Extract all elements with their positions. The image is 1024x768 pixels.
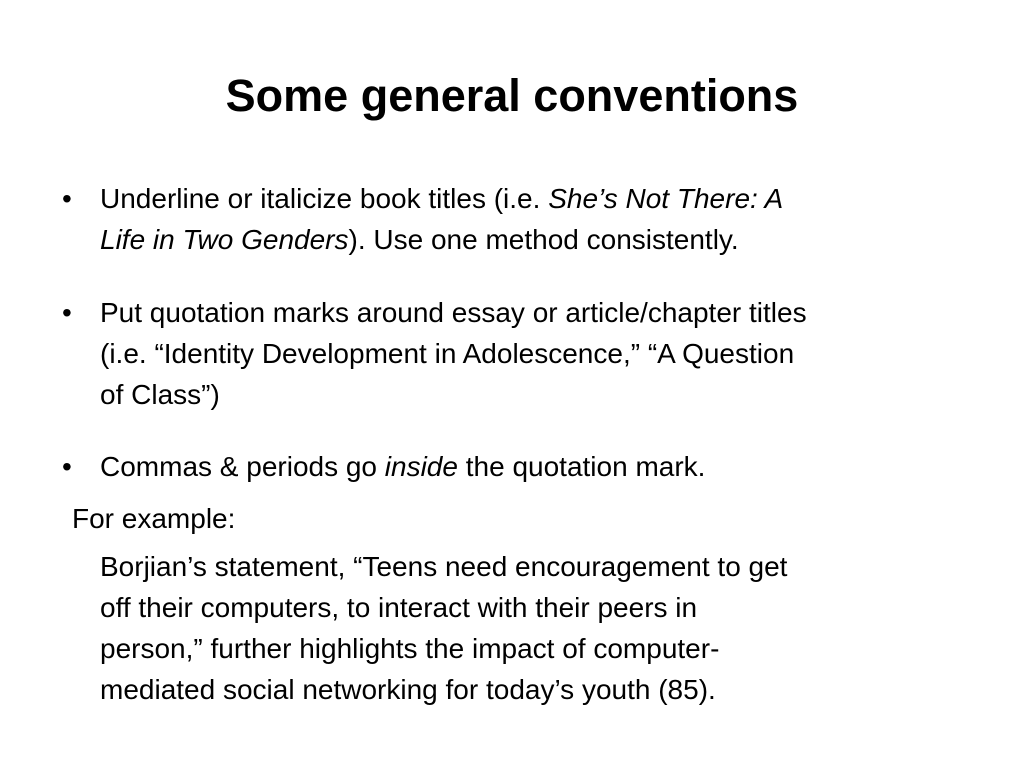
- bullet-line: [100, 446, 980, 487]
- bullet-line: (i.e. “Identity Development in Adolescence,” “A Question: [100, 338, 795, 369]
- example-line: mediated social networking for today’s youth (85).: [100, 674, 716, 705]
- bullet-text: Commas & periods go: [100, 451, 385, 482]
- bullet-line: [100, 178, 980, 219]
- example-label: For example:: [72, 503, 236, 534]
- bullet-marker: •: [62, 451, 72, 482]
- example-quote: [100, 546, 960, 710]
- bullet-commas-periods: [62, 446, 980, 487]
- bullet-line: [100, 219, 980, 260]
- bullet-text: the quotation mark.: [457, 451, 706, 482]
- bullet-text: ). Use one method consistently.: [348, 224, 739, 255]
- book-title-italic: Life in Two Genders: [100, 224, 349, 255]
- bullet-book-titles: [62, 178, 980, 260]
- example-line: person,” further highlights the impact of computer-: [100, 633, 720, 664]
- bullet-text: Underline or italicize book titles (i.e.: [100, 183, 549, 214]
- bullet-marker: •: [62, 297, 72, 328]
- example-line: Borjian’s statement, “Teens need encouragement to get: [100, 551, 788, 582]
- slide-title: Some general conventions: [225, 70, 799, 121]
- emphasis-inside: inside: [384, 451, 458, 482]
- example-line: off their computers, to interact with their peers in: [100, 592, 698, 623]
- bullet-marker: •: [62, 183, 72, 214]
- bullet-line: of Class”): [100, 379, 220, 410]
- bullet-line: Put quotation marks around essay or article/chapter titles: [100, 297, 807, 328]
- bullet-quotation-marks: [62, 292, 980, 415]
- book-title-italic: She’s Not There: A: [548, 183, 784, 214]
